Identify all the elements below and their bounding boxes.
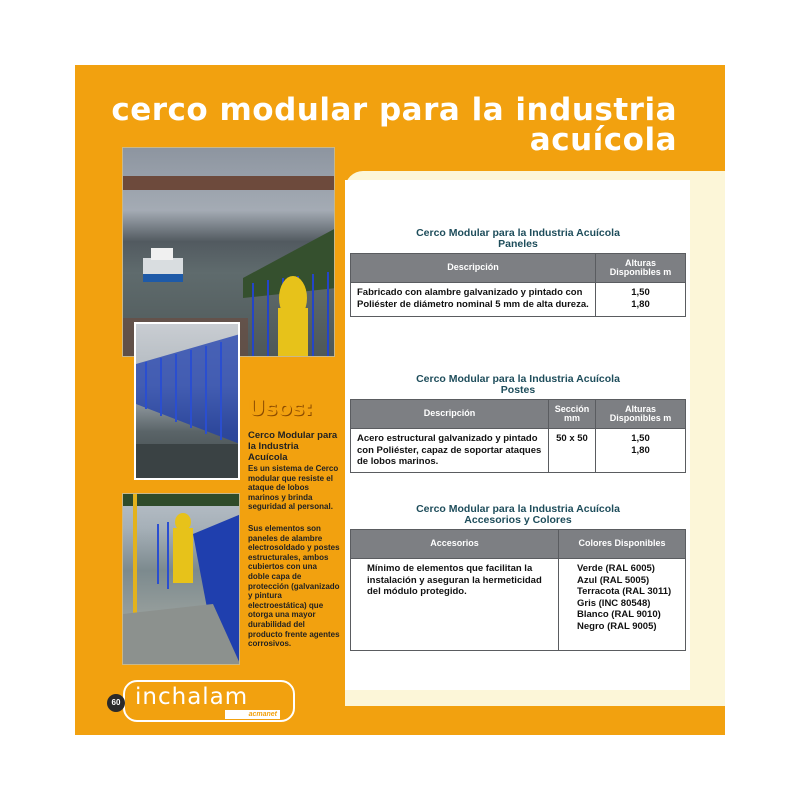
color-option: Negro (RAL 9005)	[577, 620, 657, 632]
paneles-section-title	[350, 228, 686, 249]
accesorios-title-line1: Cerco Modular para la Industria Acuícola	[416, 503, 620, 515]
photo-worker-on-walkway	[122, 493, 240, 665]
paneles-alturas-cell	[596, 283, 686, 317]
column-header-colores: Colores Disponibles	[559, 530, 686, 559]
table-row	[351, 559, 686, 651]
column-header-descripcion: Descripción	[351, 254, 596, 283]
usos-paragraph-1: Es un sistema de Cerco modular que resiste el ataque de lobos marinos y brinda seguridad al personal.	[248, 464, 339, 512]
postes-section-title	[350, 374, 686, 395]
altura-value: 1,80	[631, 444, 650, 456]
brand-logo: inchalam	[135, 684, 249, 710]
brand-logo-sub: acmanet	[225, 710, 280, 719]
usos-paragraph-2: Sus elementos son paneles de alambre electrosoldado y postes estructurales, ambos cubiertos con una doble capa de protección (galvanizado y pintura electroestática) que otorga una mayor durabilidad del producto frente agentes corrosivos.	[248, 524, 340, 649]
color-option: Azul (RAL 5005)	[577, 574, 650, 586]
table-row	[351, 283, 686, 317]
postes-seccion-cell: 50 x 50	[549, 429, 596, 473]
page-title-line1: cerco modular para la industria	[111, 92, 677, 128]
paneles-descripcion-cell: Fabricado con alambre galvanizado y pintado con Poliéster de diámetro nominal 5 mm de alta dureza.	[351, 283, 596, 317]
table-header-row	[351, 254, 686, 283]
accesorios-descripcion-cell: Mínimo de elementos que facilitan la instalación y aseguran la hermeticidad del módulo protegido.	[351, 559, 559, 651]
usos-heading: Usos:	[248, 396, 313, 420]
usos-subtitle: Cerco Modular para la Industria Acuícola	[248, 430, 338, 463]
paneles-title-line2: Paneles	[498, 237, 538, 250]
postes-title-line1: Cerco Modular para la Industria Acuícola	[416, 373, 620, 385]
table-header-row	[351, 530, 686, 559]
photo-blue-fence-panels-drawing	[136, 324, 240, 480]
page-number: 60	[107, 694, 125, 712]
table-row	[351, 429, 686, 473]
altura-value: 1,50	[631, 287, 650, 298]
column-header-alturas: Alturas Disponibles m	[596, 400, 686, 429]
altura-value: 1,80	[631, 298, 650, 310]
column-header-accesorios: Accesorios	[351, 530, 559, 559]
column-header-alturas: Alturas Disponibles m	[596, 254, 686, 283]
page-title-line2: acuícola	[529, 122, 677, 158]
page-title	[111, 92, 677, 158]
column-header-seccion: Sección mm	[549, 400, 596, 429]
column-header-descripcion: Descripción	[351, 400, 549, 429]
paneles-title-line1: Cerco Modular para la Industria Acuícola	[416, 227, 620, 239]
postes-descripcion-cell: Acero estructural galvanizado y pintado con Poliéster, capaz de soportar ataques de lobos marinos.	[351, 429, 549, 473]
photo-worker-on-walkway-drawing	[123, 494, 240, 665]
color-option: Gris (INC 80548)	[577, 597, 651, 609]
accesorios-title-line2: Accesorios y Colores	[464, 513, 572, 526]
postes-alturas-cell	[596, 429, 686, 473]
accesorios-section-title	[350, 504, 686, 525]
photo-blue-fence-panels	[134, 322, 240, 480]
color-option: Terracota (RAL 3011)	[577, 586, 672, 597]
color-option: Blanco (RAL 9010)	[577, 609, 661, 620]
postes-title-line2: Postes	[500, 383, 536, 396]
altura-value: 1,50	[631, 433, 650, 444]
color-option: Verde (RAL 6005)	[577, 563, 655, 574]
paneles-table	[350, 253, 686, 317]
colores-cell	[559, 559, 686, 651]
table-header-row	[351, 400, 686, 429]
accesorios-table	[350, 529, 686, 651]
postes-table	[350, 399, 686, 473]
